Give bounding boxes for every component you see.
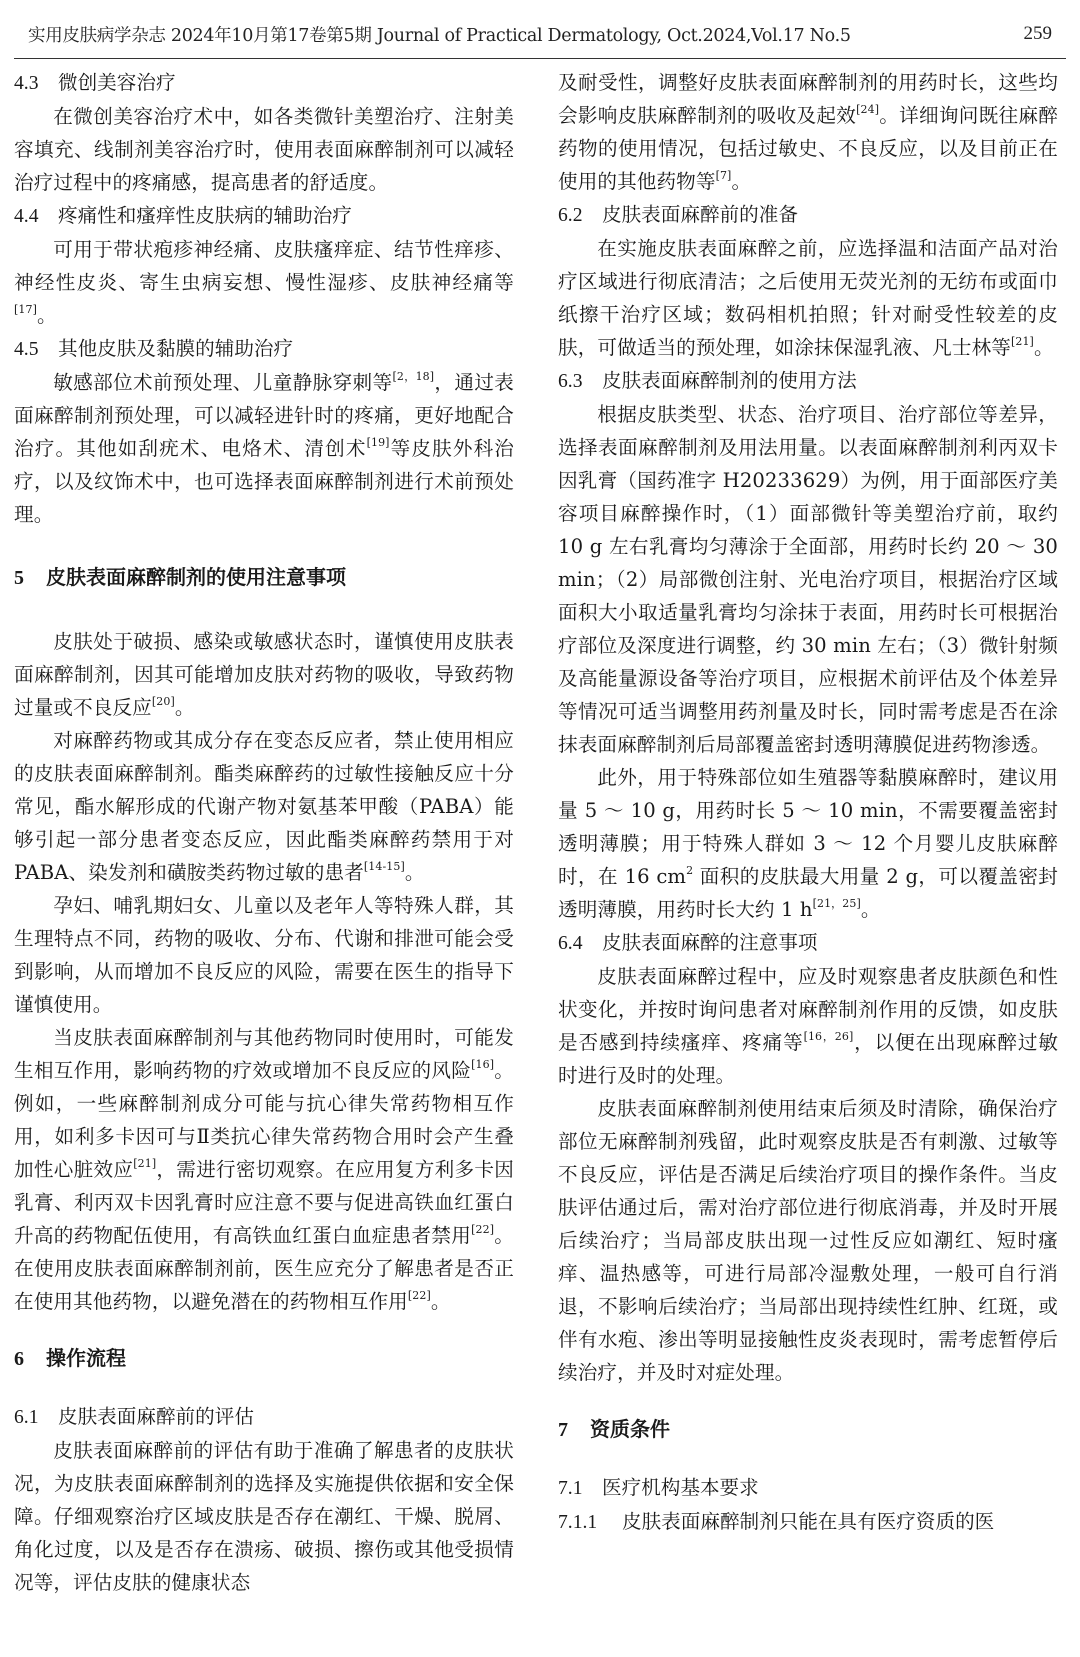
section-6-2-heading: 6.2 皮肤表面麻醉前的准备 xyxy=(558,203,798,226)
page-number: 259 xyxy=(1023,23,1052,44)
citation: [21，25] xyxy=(812,897,861,910)
paragraph: 当皮肤表面麻醉制剂与其他药物同时使用时，可能发生相互作用，影响药物的疗效或增加不良反应的风险[16]。例如，一些麻醉制剂成分可能与抗心律失常药物相互作用，如利多卡因可与Ⅱ类抗心律失常药物合用时会产生叠加性心脏效应[21]，需进行密切观察。在应用复方利多卡因乳膏、利丙双卡因乳膏时应注意不要与促进高铁血红蛋白升高的药物配伍使用，有高铁血红蛋白血症患者禁用[22]。在使用皮肤表面麻醉制剂前，医生应充分了解患者是否正在使用其他药物，以避免潜在的药物相互作用[22]。 xyxy=(14,1026,514,1313)
paragraph: 及耐受性，调整好皮肤表面麻醉制剂的用药时长，这些均会影响皮肤麻醉制剂的吸收及起效[24]。详细询问既往麻醉药物的使用情况，包括过敏史、不良反应，以及目前正在使用的其他药物等[7]。 xyxy=(558,71,1059,193)
paragraph: 皮肤表面麻醉前的评估有助于准确了解患者的皮肤状况，为皮肤表面麻醉制剂的选择及实施提供依据和安全保障。仔细观察治疗区域皮肤是否存在潮红、干燥、脱屑、角化过度，以及是否存在溃疡、破损、擦伤或其他受损情况等，评估皮肤的健康状态 xyxy=(14,1439,514,1594)
citation: [20] xyxy=(151,695,175,708)
citation: [7] xyxy=(715,169,732,182)
section-7-1-1-line: 7.1.1 皮肤表面麻醉制剂只能在具有医疗资质的医 xyxy=(558,1510,995,1533)
section-7-heading: 7 资质条件 xyxy=(558,1417,670,1441)
section-6-3-heading: 6.3 皮肤表面麻醉制剂的使用方法 xyxy=(558,369,857,392)
running-header xyxy=(28,14,1052,54)
citation: [22] xyxy=(471,1223,495,1236)
left-column xyxy=(14,66,514,1599)
citation: [21] xyxy=(133,1157,157,1170)
section-4-3-heading: 4.3 微创美容治疗 xyxy=(14,71,176,94)
paragraph: 敏感部位术前预处理、儿童静脉穿刺等[2，18]，通过表面麻醉制剂预处理，可以减轻进针时的疼痛，更好地配合治疗。其他如刮疣术、电烙术、清创术[19]等皮肤外科治疗，以及纹饰术中，也可选择表面麻醉制剂进行术前预处理。 xyxy=(14,370,514,526)
citation: [16] xyxy=(471,1058,495,1071)
citation: [17] xyxy=(14,303,37,316)
section-6-4-heading: 6.4 皮肤表面麻醉的注意事项 xyxy=(558,931,818,954)
paragraph: 在微创美容治疗术中，如各类微针美塑治疗、注射美容填充、线制剂美容治疗时，使用表面麻醉制剂可以减轻治疗过程中的疼痛感，提高患者的舒适度。 xyxy=(14,105,514,194)
paragraph: 此外，用于特殊部位如生殖器等黏膜麻醉时，建议用量 5 ～ 10 g，用药时长 5 ～ 10 min，不需要覆盖密封透明薄膜；用于特殊人群如 3 ～ 12 个月婴儿皮肤麻醉时，在 16 $cm^2$ 面积的皮肤最大用量 2 g，可以覆盖密封透明薄膜，用药时长大约 1 h[21，25]。 xyxy=(558,766,1058,921)
section-6-heading: 6 操作流程 xyxy=(14,1346,126,1370)
paragraph: 皮肤表面麻醉制剂使用结束后须及时清除，确保治疗部位无麻醉制剂残留，此时观察皮肤是否有刺激、过敏等不良反应，评估是否满足后续治疗项目的操作条件。当皮肤评估通过后，需对治疗部位进行彻底消毒，并及时开展后续治疗；当局部皮肤出现一过性反应如潮红、短时瘙痒、温热感等，可进行局部冷湿敷处理，一般可自行消退，不影响后续治疗；当局部出现持续性红肿、红斑，或伴有水疱、渗出等明显接触性皮炎表现时，需考虑暂停后续治疗，并及时对症处理。 xyxy=(558,1097,1058,1384)
citation: [22] xyxy=(407,1289,431,1302)
paragraph: 对麻醉药物或其成分存在变态反应者，禁止使用相应的皮肤表面麻醉制剂。酯类麻醉药的过敏性接触反应十分常见，酯水解形成的代谢产物对氨基苯甲酸（PABA）能够引起一部分患者变态反应，因此酯类麻醉药禁用于对 PABA、染发剂和磺胺类药物过敏的患者[14-15]。 xyxy=(14,729,514,884)
citation: [2，18] xyxy=(392,370,435,383)
citation: [16，26] xyxy=(803,1030,854,1043)
paragraph: 皮肤处于破损、感染或敏感状态时，谨慎使用皮肤表面麻醉制剂，因其可能增加皮肤对药物的吸收，导致药物过量或不良反应[20]。 xyxy=(14,630,514,719)
section-4-4-heading: 4.4 疼痛性和瘙痒性皮肤病的辅助治疗 xyxy=(14,204,352,227)
citation: [21] xyxy=(1010,335,1034,348)
header-rule xyxy=(14,58,1066,59)
section-4-5-heading: 4.5 其他皮肤及黏膜的辅助治疗 xyxy=(14,337,294,360)
section-7-1-heading: 7.1 医疗机构基本要求 xyxy=(558,1476,759,1499)
citation: [24] xyxy=(856,103,880,116)
right-column xyxy=(558,66,1058,1539)
citation: [19] xyxy=(366,436,390,449)
paragraph: 可用于带状疱疹神经痛、皮肤瘙痒症、结节性痒疹、神经性皮炎、寄生虫病妄想、慢性湿疹、皮肤神经痛等[17]。 xyxy=(14,238,514,327)
citation: [14-15] xyxy=(363,860,405,873)
section-5-heading: 5 皮肤表面麻醉制剂的使用注意事项 xyxy=(14,565,346,589)
journal-title: 实用皮肤病学杂志 2024年10月第17卷第5期 Journal of Practical Dermatology, Oct.2024,Vol.17 No.5 xyxy=(28,25,851,46)
section-6-1-heading: 6.1 皮肤表面麻醉前的评估 xyxy=(14,1405,254,1428)
paragraph: 孕妇、哺乳期妇女、儿童以及老年人等特殊人群，其生理特点不同，药物的吸收、分布、代谢和排泄可能会受到影响，从而增加不良反应的风险，需要在医生的指导下谨慎使用。 xyxy=(14,894,514,1016)
paragraph: 在实施皮肤表面麻醉之前，应选择温和洁面产品对治疗区域进行彻底清洁；之后使用无荧光剂的无纺布或面巾纸擦干治疗区域；数码相机拍照；针对耐受性较差的皮肤，可做适当的预处理，如涂抹保湿乳液、凡士林等[21]。 xyxy=(558,237,1058,359)
paragraph: 根据皮肤类型、状态、治疗项目、治疗部位等差异，选择表面麻醉制剂及用法用量。以表面麻醉制剂利丙双卡因乳膏（国药准字 H20233629）为例，用于面部医疗美容项目麻醉操作时，（1）面部微针等美塑治疗前，取约 10 g 左右乳膏均匀薄涂于全面部，用药时长约 20 ～ 30 min；（2）局部微创注射、光电治疗项目，根据治疗区域面积大小取适量乳膏均匀涂抹于表面，用药时长可根据治疗部位及深度进行调整，约 30 min 左右；（3）微针射频及高能量源设备等治疗项目，应根据术前评估及个体差异等情况可适当调整用药剂量及时长，同时需考虑是否在涂抹表面麻醉制剂后局部覆盖密封透明薄膜促进药物渗透。 xyxy=(558,403,1058,756)
paragraph: 皮肤表面麻醉过程中，应及时观察患者皮肤颜色和性状变化，并按时询问患者对麻醉制剂作用的反馈，如皮肤是否感到持续瘙痒、疼痛等[16，26]，以便在出现麻醉过敏时进行及时的处理。 xyxy=(558,965,1059,1087)
